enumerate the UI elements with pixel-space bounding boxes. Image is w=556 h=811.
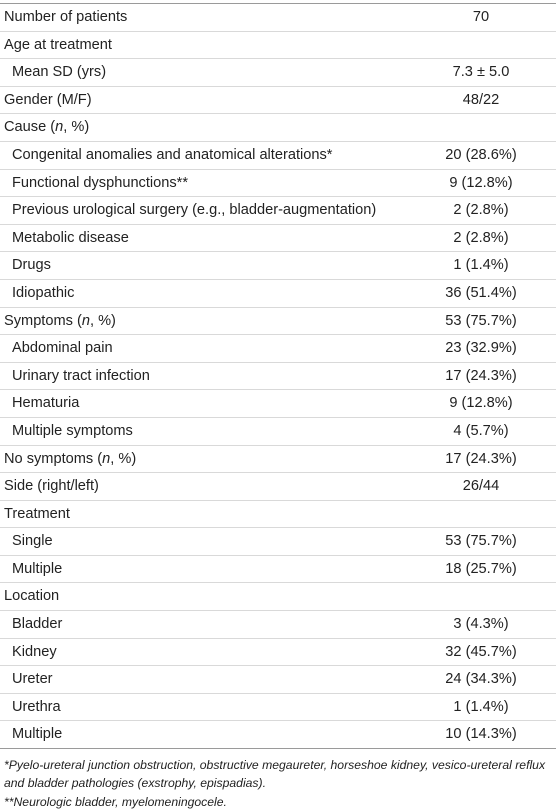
table-row [0,141,556,169]
label-part: Number of patients [4,9,128,25]
row-value [406,4,556,31]
row-label [0,279,406,307]
row-value [406,583,556,611]
row-value [406,59,556,87]
table-row [0,59,556,87]
row-label [0,390,406,418]
row-label [0,638,406,666]
row-label [0,417,406,445]
row-value [406,86,556,114]
label-part: Gender (M/F) [4,91,92,108]
row-value [406,666,556,694]
data-table [0,4,556,749]
row-label [0,500,406,528]
label-part: Idiopathic [12,284,75,301]
row-value [406,307,556,335]
row-label [0,528,406,556]
label-part: Bladder [12,616,63,633]
label-part: Multiple [12,726,63,743]
label-part: Urinary tract infection [12,367,150,384]
table-row [0,252,556,280]
row-value-text: 9 (12.8%) [449,395,513,412]
row-value-text: 10 (14.3%) [445,726,517,743]
row-label [0,141,406,169]
label-part: Multiple symptoms [12,422,133,439]
row-label [0,335,406,363]
row-value [406,693,556,721]
label-part: Previous urological surgery (e.g., bladder-augmentation) [12,202,377,219]
row-value-text: 3 (4.3%) [453,616,509,633]
label-italic-part: n [102,450,111,467]
row-value [406,252,556,280]
footnote-2: **Neurologic bladder, myelomeningocele. [4,795,227,810]
row-label [0,445,406,473]
table-row [0,197,556,225]
row-value [406,721,556,749]
row-label [0,721,406,749]
row-label [0,583,406,611]
row-label [0,693,406,721]
row-value [406,528,556,556]
table-row [0,31,556,59]
row-value [406,611,556,639]
row-value-text: 53 (75.7%) [445,312,517,329]
row-label [0,4,406,31]
row-value [406,555,556,583]
row-value-text: 9 (12.8%) [449,174,513,191]
label-part: Urethra [12,698,61,715]
row-value [406,417,556,445]
row-label [0,86,406,114]
label-part: , %) [63,119,90,136]
label-part: Location [4,588,60,605]
label-part: Symptoms ( [4,312,82,329]
row-value [406,473,556,501]
table-row [0,445,556,473]
label-part: Cause ( [4,119,56,136]
label-part: Age at treatment [4,36,112,53]
row-value [406,141,556,169]
footnote-1: *Pyelo-ureteral junction obstruction, obstructive megaureter, horseshoe kidney, vesico-ureteral reflux and bladder pathologies (exstrophy, epispadias). [4,758,546,791]
row-label [0,362,406,390]
row-label [0,59,406,87]
row-value-text: 32 (45.7%) [445,643,517,660]
table-row [0,638,556,666]
label-part: Treatment [4,505,70,522]
table-row [0,528,556,556]
table-row [0,721,556,749]
row-value [406,445,556,473]
table-row [0,473,556,501]
row-label [0,197,406,225]
label-part: Mean SD (yrs) [12,64,107,81]
patient-characteristics-table [0,3,556,811]
label-part: Congenital anomalies and anatomical alterations* [12,146,333,163]
row-value-text: 24 (34.3%) [445,671,517,688]
label-part: , %) [89,312,116,329]
row-value-text: 48/22 [462,91,500,108]
label-part: Kidney [12,643,57,660]
row-label [0,31,406,59]
row-value [406,31,556,59]
row-label [0,114,406,142]
table-row [0,86,556,114]
row-value-text: 20 (28.6%) [445,146,517,163]
row-value-text: 23 (32.9%) [445,340,517,357]
table-row [0,390,556,418]
label-part: Metabolic disease [12,229,129,246]
label-part: Abdominal pain [12,340,113,357]
table-row [0,693,556,721]
table-row [0,555,556,583]
table-row [0,500,556,528]
row-value-text: 4 (5.7%) [453,422,509,439]
row-label [0,555,406,583]
label-part: Side (right/left) [4,478,99,495]
row-value-text: 2 (2.8%) [453,229,509,246]
row-value-text: 53 (75.7%) [445,533,517,550]
row-value-text: 1 (1.4%) [453,698,509,715]
row-value-text: 36 (51.4%) [445,284,517,301]
table-row [0,583,556,611]
table-row [0,307,556,335]
label-part: Functional dysphunctions** [12,174,189,191]
table-row [0,169,556,197]
row-value [406,638,556,666]
row-value [406,500,556,528]
label-part: Single [12,533,53,550]
row-value-text: 26/44 [462,478,500,495]
row-label [0,307,406,335]
table-row [0,224,556,252]
label-italic-part: n [55,119,64,136]
table-row [0,611,556,639]
row-label [0,169,406,197]
table-row [0,417,556,445]
row-value-text: 1 (1.4%) [453,257,509,274]
row-label [0,611,406,639]
table-row [0,362,556,390]
row-label [0,224,406,252]
row-value-text: 17 (24.3%) [445,450,517,467]
label-part: Multiple [12,560,63,577]
label-part: Ureter [12,671,53,688]
row-label [0,473,406,501]
label-part: No symptoms ( [4,450,103,467]
table-row [0,114,556,142]
table-row [0,335,556,363]
row-value-text: 70 [472,9,490,25]
row-value-text: 17 (24.3%) [445,367,517,384]
row-label [0,666,406,694]
table-row [0,666,556,694]
row-value [406,335,556,363]
row-value [406,390,556,418]
row-label [0,252,406,280]
row-value-text: 7.3 ± 5.0 [452,64,510,81]
footnotes [0,749,556,811]
table-body [0,4,556,749]
table-row [0,279,556,307]
row-value [406,279,556,307]
row-value [406,362,556,390]
row-value-text: 2 (2.8%) [453,202,509,219]
row-value [406,224,556,252]
table-row [0,4,556,31]
label-italic-part: n [81,312,90,329]
label-part: Drugs [12,257,51,274]
label-part: Hematuria [12,395,80,412]
row-value [406,169,556,197]
row-value-text: 18 (25.7%) [445,560,517,577]
label-part: , %) [110,450,137,467]
row-value [406,197,556,225]
row-value [406,114,556,142]
